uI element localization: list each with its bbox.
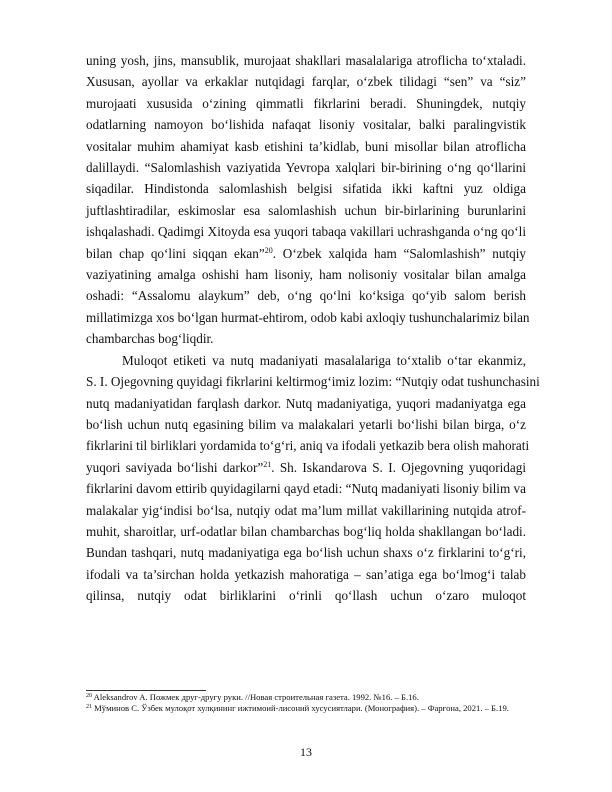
text-line: muhit, sharoitlar, urf-odatlar bilan chambarchas bog‘liq holda shakllangan bo‘ladi. bbox=[86, 523, 526, 539]
footnote-21 bbox=[86, 703, 526, 714]
text-line: fikrlarini til birliklari yordamida to‘g‘ri, aniq va ifodali yetkazib bera olish mahorati bbox=[86, 438, 530, 454]
footnote-ref-21[interactable]: 21 bbox=[263, 459, 272, 469]
text-segment: . Sh. Iskandarova S. I. Ojegovning yuqoridagi bbox=[271, 459, 527, 475]
text-line: nutq madaniyatidan farqlash darkor. Nutq madaniyatiga, yuqori madaniyatga ega bbox=[86, 395, 526, 411]
text-line: murojaati xususida o‘zining qimmatli fikrlarini beradi. Shuningdek, nutqiy bbox=[86, 95, 526, 111]
footnote-text: Aleksandrov A. Пожмек друг-другу руки. //Новая строительная газета. 1992. №16. – Б.16. bbox=[92, 692, 419, 702]
text-line: uning yosh, jins, mansublik, murojaat shakllari masalalariga atroflicha to‘xtaladi. bbox=[86, 53, 526, 68]
text-line bbox=[86, 243, 526, 264]
text-line: oshadi: “Assalomu alaykum” deb, o‘ng qo‘lni ko‘ksiga qo‘yib salom berish bbox=[86, 288, 526, 304]
text-segment: bilan chap qo‘lini siqqan ekan” bbox=[86, 245, 265, 261]
footnote-mark: 21 bbox=[86, 704, 92, 710]
text-line: Bundan tashqari, nutq madaniyatiga ega bo‘lish uchun shaxs o‘z firklarini to‘g‘ri, bbox=[86, 545, 526, 561]
text-segment: . O‘zbek xalqida ham “Salomlashish” nutqiy bbox=[272, 245, 527, 261]
text-line: chambarchas bog‘liqdir. bbox=[86, 331, 214, 347]
footnote-text: Мўминов С. Ўзбек мулоқот хулқининг ижтимоий-лисоний хусусиятлари. (Монография). – Фарғона, 2021. – Б.19. bbox=[92, 703, 509, 713]
footnote-ref-20[interactable]: 20 bbox=[264, 245, 273, 255]
text-line: juftlashtiradilar, eskimoslar esa salomlashish uchun bir-birlarining burunlarini bbox=[86, 202, 526, 218]
page-number: 13 bbox=[300, 745, 312, 759]
text-line: Muloqot etiketi va nutq madaniyati masalalariga to‘xtalib o‘tar ekanmiz, bbox=[122, 352, 526, 368]
text-line: qilinsa, nutqiy odat birliklarini o‘rinli qo‘llash uchun o‘zaro muloqot bbox=[86, 588, 526, 604]
text-line: millatimizga xos bo‘lgan hurmat-ehtirom, odob kabi axloqiy tushunchalarimiz bilan bbox=[86, 309, 530, 325]
text-line: ifodali va ta’sirchan holda yetkazish mahoratiga – san’atiga ega bo‘lmog‘i talab bbox=[86, 566, 526, 582]
text-line: vaziyatining amalga oshishi ham lisoniy, ham nolisoniy vositalar bilan amalga bbox=[86, 267, 526, 283]
paragraph-2 bbox=[86, 350, 540, 607]
text-line: fikrlarini davom ettirib quyidagilarni qayd etadi: “Nutq madaniyati lisoniy bilim va bbox=[86, 481, 526, 497]
text-segment: yuqori saviyada bo‘lishi darkor” bbox=[86, 459, 264, 475]
footnote-20 bbox=[86, 692, 526, 703]
text-line: odatlarning namoyon bo‘lishida nafaqat lisoniy vositalar, balki paralingvistik bbox=[86, 117, 526, 133]
footnote-mark: 20 bbox=[86, 693, 92, 699]
footnotes bbox=[86, 692, 526, 714]
footnote-divider bbox=[86, 690, 206, 691]
text-line: dalillaydi. “Salomlashish vaziyatida Yevropa xalqlari bir-birining o‘ng qo‘llarini bbox=[86, 160, 526, 176]
paragraph-1 bbox=[86, 50, 530, 350]
text-line bbox=[86, 457, 526, 478]
page-body bbox=[86, 50, 540, 607]
text-line: Xususan, ayollar va erkaklar nutqidagi farqlar, o‘zbek tilidagi “sen” va “siz” bbox=[86, 74, 526, 90]
text-line: malakalar yig‘indisi bo‘lsa, nutqiy odat ma’lum millat vakillarining nutqida atrof- bbox=[86, 502, 526, 518]
text-line: ishqalashadi. Qadimgi Xitoyda esa yuqori tabaqa vakillari uchrashganda o‘ng qo‘li bbox=[86, 224, 526, 240]
text-line: vositalar muhim ahamiyat kasb etishini ta’kidlab, buni misollar bilan atroflicha bbox=[86, 138, 526, 154]
text-line: S. I. Ojegovning quyidagi fikrlarini keltirmog‘imiz lozim: “Nutqiy odat tushunchasini bbox=[86, 374, 540, 390]
text-line: siqadilar. Hindistonda salomlashish belgisi sifatida ikki kaftni yuz oldiga bbox=[86, 181, 526, 197]
text-line: bo‘lish uchun nutq egasining bilim va malakalari yetarli bo‘lishi bilan birga, o‘z bbox=[86, 416, 526, 432]
